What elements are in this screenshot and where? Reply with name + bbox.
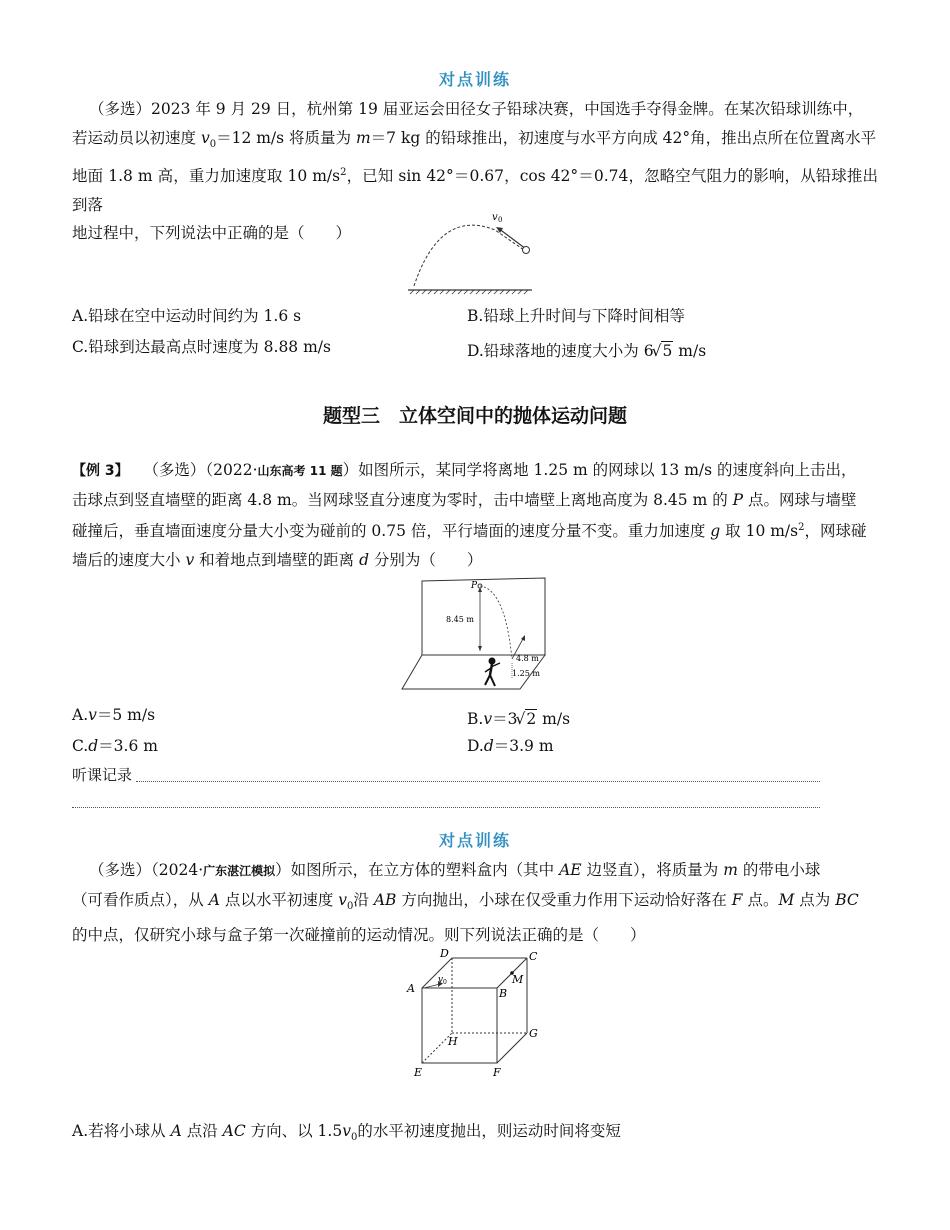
fig-distance-label: 4.8 m	[516, 654, 539, 663]
vertex-d-label: D	[440, 947, 449, 960]
q1-option-d[interactable]: D.铅球落地的速度大小为 6√5 m/s	[467, 342, 707, 360]
notes-line-2[interactable]	[72, 807, 820, 808]
practice-badge-1	[0, 66, 950, 93]
svg-text:0: 0	[498, 216, 503, 224]
vertex-a-label: A	[407, 982, 415, 995]
v0-label: v	[492, 212, 498, 223]
cube-figure	[400, 945, 550, 1080]
q1-option-c[interactable]: C.铅球到达最高点时速度为 8.88 m/s	[72, 338, 331, 356]
player-icon	[485, 658, 500, 686]
question-1-text: （多选）2023 年 9 月 29 日，杭州第 19 届亚运会田径女子铅球决赛，中国选手夺得金牌。在某次铅球训练中， 若运动员以初速度 $v_0=12$ m/s 将质量为 m＝7 kg 的铅球推出，初速度与水平方向成 42°角，推出点所在位置离水平 地面 1.8 m 高，重力加速度取 10 $m/s^2$，已知 sin 42°＝0.67，cos 42°＝0.74，忽略空气阻力的影响，从铅球推出到落 地过程中，下列说法中正确的是（ ）	[72, 100, 878, 243]
vertex-g-label: G	[529, 1027, 538, 1040]
vertex-f-label: F	[493, 1066, 501, 1079]
q1-option-b[interactable]: B.铅球上升时间与下降时间相等	[467, 307, 685, 325]
shot-put-figure	[400, 208, 540, 298]
notes-label: 听课记录	[72, 766, 133, 784]
svg-text:v: v	[438, 975, 444, 985]
question-2-text: （多选）（2024·广东湛江模拟）如图所示，在立方体的塑料盒内（其中 AE 边竖直），将质量为 m 的带电小球 （可看作质点），从 A 点以水平初速度 $v_0$沿 AB 方向抛出，小球在仅受重力作用下运动恰好落在 F 点。M 点为 BC 的中点，仅研究小球与盒子第一次碰撞前的运动情况。则下列说法正确的是（ ）	[72, 861, 859, 945]
ex3-option-c[interactable]: C.d＝3.6 m	[72, 737, 158, 755]
fig-hit-height-label: 1.25 m	[512, 669, 540, 678]
vertex-e-label: E	[414, 1066, 423, 1079]
point-m-label: M	[512, 973, 524, 986]
ex3-option-b[interactable]: B.v＝3√2 m/s	[467, 710, 571, 728]
q2-option-a[interactable]: A.若将小球从 A 点沿 AC 方向、以 $1.5v_0$的水平初速度抛出，则运动时间将变短	[72, 1122, 621, 1144]
practice-badge-2	[0, 827, 950, 854]
fig-p-label: P	[471, 581, 478, 591]
svg-text:0: 0	[443, 979, 447, 986]
vertex-c-label: C	[529, 950, 538, 963]
practice-badge-1-label: 对点训练	[417, 66, 533, 93]
q1-option-a[interactable]: A.铅球在空中运动时间约为 1.6 s	[72, 307, 302, 325]
vertex-b-label: B	[499, 987, 508, 1000]
ex3-option-a[interactable]: A.v＝5 m/s	[72, 706, 156, 724]
tennis-wall-figure	[400, 575, 550, 695]
shot-ball-icon	[523, 247, 530, 254]
ex3-option-d[interactable]: D.d＝3.9 m	[467, 737, 554, 755]
fig-height-label: 8.45 m	[446, 615, 474, 624]
practice-badge-2-label: 对点训练	[417, 827, 533, 854]
notes-line-1[interactable]	[136, 781, 820, 782]
vertex-h-label: H	[448, 1035, 458, 1048]
section-title: 题型三 立体空间中的抛体运动问题	[322, 405, 627, 427]
example-3-text: 【例 3】 （多选）（2022·山东高考 11 题）如图所示，某同学将离地 1.25 m 的网球以 13 m/s 的速度斜向上击出， 击球点到竖直墙壁的距离 4.8 m。当网球竖直分速度为零时，击中墙壁上离地高度为 8.45 m 的 P 点。网球与墙壁 碰撞后，垂直墙面速度分量大小变为碰前的 0.75 倍，平行墙面的速度分量不变。重力加速度 g 取 10 $m/s^2$，网球碰 墙后的速度大小 v 和着地点到墙壁的距离 d 分别为（ ）	[72, 461, 867, 569]
